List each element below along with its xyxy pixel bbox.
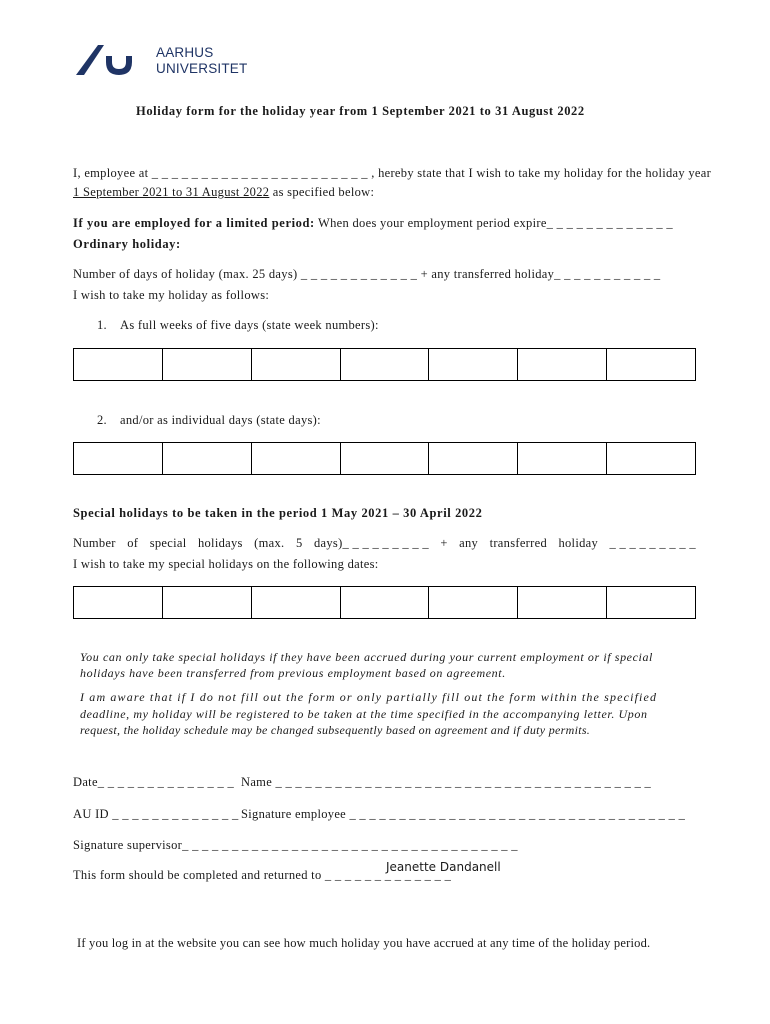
week-cell[interactable] xyxy=(429,349,518,381)
page-title: Holiday form for the holiday year from 1 September 2021 to 31 August 2022 xyxy=(136,104,585,118)
logo-line-1: AARHUS xyxy=(156,45,214,60)
word: holidays xyxy=(197,536,243,550)
table-row xyxy=(74,349,696,381)
day-cell[interactable] xyxy=(518,443,607,475)
week-cell[interactable] xyxy=(74,349,163,381)
week-cell[interactable] xyxy=(518,349,607,381)
date-cell[interactable] xyxy=(162,587,251,619)
table-row xyxy=(74,443,696,475)
week-numbers-table xyxy=(73,348,696,381)
ordinary-holiday-heading: Ordinary holiday: xyxy=(73,237,181,251)
date-cell[interactable] xyxy=(607,587,696,619)
note-deadline-line-3: request, the holiday schedule may be changed subsequently based on agreement and if duty permits. xyxy=(80,723,591,737)
day-cell[interactable] xyxy=(162,443,251,475)
date-field[interactable]: Date_ _ _ _ _ _ _ _ _ _ _ _ _ _ xyxy=(73,775,235,789)
date-cell[interactable] xyxy=(518,587,607,619)
date-cell[interactable] xyxy=(74,587,163,619)
name-field[interactable]: Name _ _ _ _ _ _ _ _ _ _ _ _ _ _ _ _ _ _ _ _ _ _ _ _ _ _ _ _ _ _ _ _ _ _ _ _ _ _ xyxy=(241,775,652,789)
week-cell[interactable] xyxy=(251,349,340,381)
word: holiday xyxy=(558,536,599,550)
item-2-text: and/or as individual days (state days): xyxy=(120,413,321,427)
week-cell[interactable] xyxy=(607,349,696,381)
limited-period-text: When does your employment period expire_ _ _ _ _ _ _ _ _ _ _ _ _ xyxy=(314,216,673,230)
individual-days-table xyxy=(73,442,696,475)
intro-line-2 xyxy=(73,185,374,200)
word: (max. xyxy=(254,536,285,550)
date-cell[interactable] xyxy=(429,587,518,619)
return-to-name[interactable]: Jeanette Dandanell xyxy=(386,860,501,874)
special-dates-table xyxy=(73,586,696,619)
return-to-field: This form should be completed and returned to _ _ _ _ _ _ _ _ _ _ _ _ _ xyxy=(73,868,452,882)
date-cell[interactable] xyxy=(251,587,340,619)
au-seal-icon xyxy=(74,42,146,78)
signature-employee-field[interactable]: Signature employee _ _ _ _ _ _ _ _ _ _ _ _ _ _ _ _ _ _ _ _ _ _ _ _ _ _ _ _ _ _ _ _ _ _ xyxy=(241,807,686,821)
table-row xyxy=(74,587,696,619)
ordinary-wish-line: I wish to take my holiday as follows: xyxy=(73,288,270,302)
item-1-number: 1. xyxy=(97,318,107,332)
item-1-text: As full weeks of five days (state week numbers): xyxy=(120,318,379,332)
day-cell[interactable] xyxy=(74,443,163,475)
ordinary-days-line: Number of days of holiday (max. 25 days) _ _ _ _ _ _ _ _ _ _ _ _ + any transferred holiday_ _ _ _ _ _ _ _ _ _ _ xyxy=(73,267,661,281)
week-cell[interactable] xyxy=(162,349,251,381)
limited-period-label: If you are employed for a limited period: xyxy=(73,216,315,230)
note-accrual-line-2: holidays have been transferred from previous employment based on agreement. xyxy=(80,666,506,680)
limited-period-line xyxy=(73,216,673,231)
word: days)_ _ _ _ _ _ _ _ _ xyxy=(313,536,429,550)
note-accrual-line-1: You can only take special holidays if they have been accrued during your current employment or if special xyxy=(80,650,653,664)
word: 5 xyxy=(295,536,303,550)
word: transferred xyxy=(489,536,547,550)
word: + xyxy=(440,536,448,550)
intro-line-2-rest: as specified below: xyxy=(269,185,375,199)
footer-note: If you log in at the website you can see how much holiday you have accrued at any time of the holiday period. xyxy=(77,936,651,950)
word: special xyxy=(149,536,187,550)
aarhus-university-logo xyxy=(74,42,264,82)
special-count-line xyxy=(73,536,696,551)
day-cell[interactable] xyxy=(340,443,429,475)
logo-line-2: UNIVERSITET xyxy=(156,61,248,76)
day-cell[interactable] xyxy=(251,443,340,475)
note-deadline-line-2: deadline, my holiday will be registered to be taken at the time specified in the accompanying letter. Upon xyxy=(80,707,648,721)
intro-line-1: I, employee at _ _ _ _ _ _ _ _ _ _ _ _ _ _ _ _ _ _ _ _ _ _ , hereby state that I wish to take my holiday for the holiday year xyxy=(73,166,712,180)
note-deadline-line-1: I am aware that if I do not fill out the form or only partially fill out the form within the specified xyxy=(80,690,658,704)
holiday-period: 1 September 2021 to 31 August 2022 xyxy=(73,185,270,199)
special-holidays-heading: Special holidays to be taken in the period 1 May 2021 – 30 April 2022 xyxy=(73,506,483,520)
word: Number xyxy=(73,536,116,550)
week-cell[interactable] xyxy=(340,349,429,381)
signature-supervisor-field[interactable]: Signature supervisor_ _ _ _ _ _ _ _ _ _ _ _ _ _ _ _ _ _ _ _ _ _ _ _ _ _ _ _ _ _ _ _ _ _ xyxy=(73,838,518,852)
word: _ _ _ _ _ _ _ _ _ xyxy=(609,536,696,550)
special-dates-line: I wish to take my special holidays on the following dates: xyxy=(73,557,379,571)
day-cell[interactable] xyxy=(429,443,518,475)
date-cell[interactable] xyxy=(340,587,429,619)
item-2-number: 2. xyxy=(97,413,107,427)
day-cell[interactable] xyxy=(607,443,696,475)
au-id-field[interactable]: AU ID _ _ _ _ _ _ _ _ _ _ _ _ _ xyxy=(73,807,239,821)
word: any xyxy=(459,536,479,550)
word: of xyxy=(127,536,139,550)
